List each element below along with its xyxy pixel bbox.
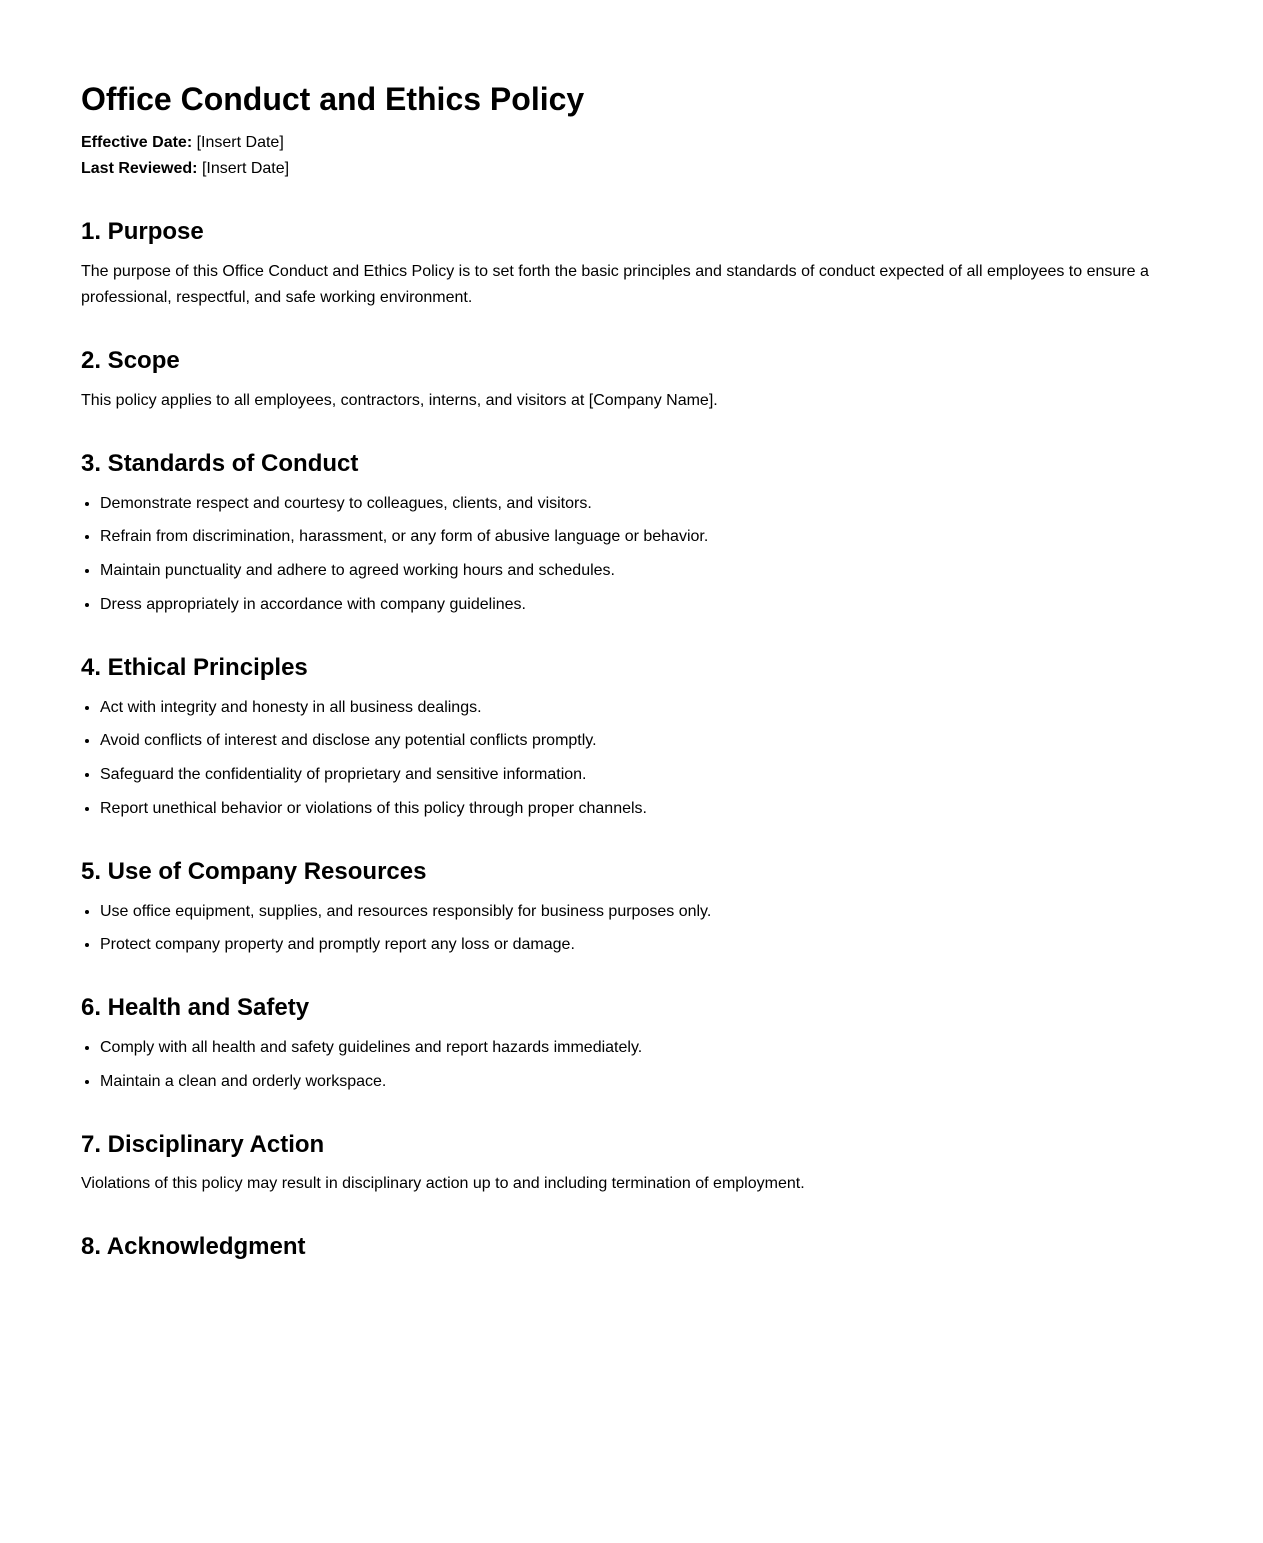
section-paragraph: Violations of this policy may result in disciplinary action up to and including termination of employment. [81,1175,805,1193]
section-heading: 3. Standards of Conduct [81,449,359,477]
last-reviewed-label: Last Reviewed: [81,160,198,178]
section-heading: 5. Use of Company Resources [81,857,427,885]
bullet-list [81,695,1182,822]
list-item: • Comply with all health and safety guidelines and report hazards immediately. [100,1035,1182,1061]
last-reviewed-line [81,156,1182,182]
list-item: • Demonstrate respect and courtesy to colleagues, clients, and visitors. [100,491,1182,517]
effective-date-label: Effective Date: [81,134,193,152]
bullet-list [81,1035,1182,1095]
section-purpose [81,218,1182,311]
section-standards-of-conduct [81,450,1182,618]
last-reviewed-value: [Insert Date] [201,160,290,178]
section-paragraph: The purpose of this Office Conduct and Ethics Policy is to set forth the basic principles and standards of conduct expected of all employees to ensure a professional, respectful, and safe working environment. [81,263,1149,307]
section-acknowledgment [81,1233,1182,1262]
list-item: • Refrain from discrimination, harassment, or any form of abusive language or behavior. [100,524,1182,550]
section-heading: 1. Purpose [81,218,204,246]
document-title: Office Conduct and Ethics Policy [81,81,585,117]
list-item: • Use office equipment, supplies, and resources responsibly for business purposes only. [100,899,1182,925]
section-heading: 2. Scope [81,347,180,375]
effective-date-value: [Insert Date] [196,134,284,152]
list-item: • Report unethical behavior or violations of this policy through proper channels. [100,796,1182,822]
list-item: • Protect company property and promptly report any loss or damage. [100,932,1182,958]
list-item: • Dress appropriately in accordance with company guidelines. [100,592,1182,618]
effective-date-line [81,130,1182,156]
section-disciplinary-action [81,1131,1182,1198]
bullet-list [81,899,1182,959]
list-item: • Maintain a clean and orderly workspace. [100,1069,1182,1095]
section-heading: 7. Disciplinary Action [81,1130,325,1158]
list-item: • Avoid conflicts of interest and disclose any potential conflicts promptly. [100,728,1182,754]
list-item: • Maintain punctuality and adhere to agreed working hours and schedules. [100,558,1182,584]
section-heading: 4. Ethical Principles [81,653,308,681]
list-item: • Act with integrity and honesty in all business dealings. [100,695,1182,721]
section-heading: 8. Acknowledgment [81,1233,306,1261]
list-item: • Safeguard the confidentiality of proprietary and sensitive information. [100,762,1182,788]
section-heading: 6. Health and Safety [81,994,310,1022]
bullet-list [81,491,1182,618]
section-use-of-company-resources [81,858,1182,958]
section-health-and-safety [81,994,1182,1094]
section-paragraph: This policy applies to all employees, contractors, interns, and visitors at [Company Name]. [81,391,718,409]
section-ethical-principles [81,654,1182,822]
section-scope [81,347,1182,414]
